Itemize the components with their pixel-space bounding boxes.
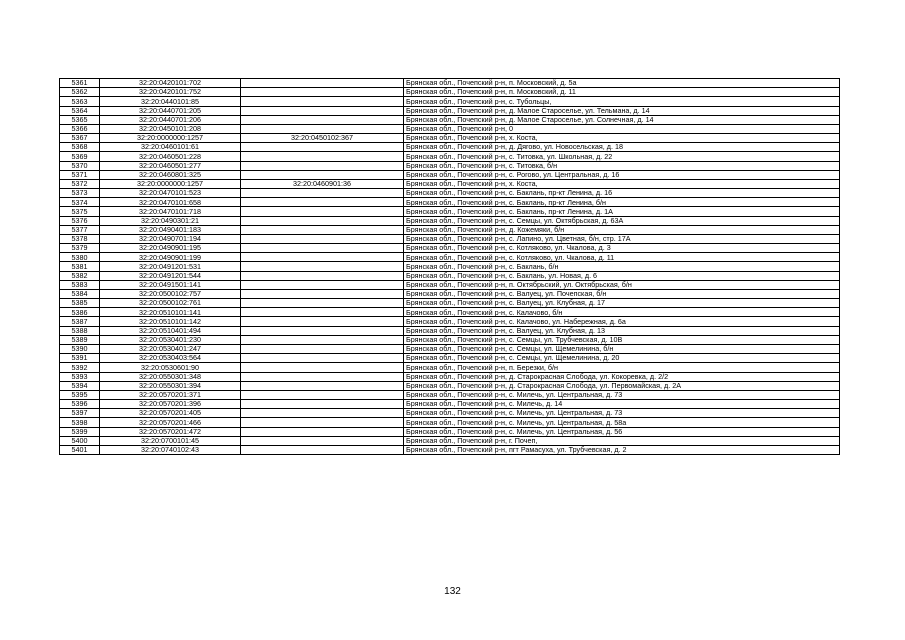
cadastral-number-cell: 32:20:0470101:718 [100, 207, 241, 216]
row-number-cell: 5368 [60, 143, 100, 152]
previous-number-cell [241, 400, 404, 409]
table-row [60, 418, 840, 427]
cadastral-number-cell: 32:20:0570201:371 [100, 390, 241, 399]
row-number-cell: 5375 [60, 207, 100, 216]
table-row [60, 262, 840, 271]
table-row [60, 445, 840, 454]
table-row [60, 409, 840, 418]
cadastral-number-cell: 32:20:0491201:544 [100, 271, 241, 280]
previous-number-cell [241, 198, 404, 207]
address-cell: Брянская обл., Почепский р-н, х. Коста, [404, 134, 840, 143]
table-row [60, 198, 840, 207]
cadastral-number-cell: 32:20:0470101:658 [100, 198, 241, 207]
row-number-cell: 5371 [60, 170, 100, 179]
previous-number-cell [241, 427, 404, 436]
previous-number-cell [241, 317, 404, 326]
previous-number-cell [241, 106, 404, 115]
cadastral-number-cell: 32:20:0510101:142 [100, 317, 241, 326]
table-row [60, 289, 840, 298]
row-number-cell: 5401 [60, 445, 100, 454]
table-row [60, 216, 840, 225]
cadastral-number-cell: 32:20:0530403:564 [100, 354, 241, 363]
cadastral-number-cell: 32:20:0490301:21 [100, 216, 241, 225]
row-number-cell: 5376 [60, 216, 100, 225]
cadastral-number-cell: 32:20:0570201:472 [100, 427, 241, 436]
cadastral-number-cell: 32:20:0570201:466 [100, 418, 241, 427]
table-row [60, 179, 840, 188]
row-number-cell: 5365 [60, 115, 100, 124]
previous-number-cell [241, 335, 404, 344]
table-row [60, 308, 840, 317]
previous-number-cell [241, 170, 404, 179]
cadastral-number-cell: 32:20:0570201:396 [100, 400, 241, 409]
previous-number-cell [241, 216, 404, 225]
row-number-cell: 5372 [60, 179, 100, 188]
address-cell: Брянская обл., Почепский р-н, с. Милечь, ул. Центральная, д. 73 [404, 390, 840, 399]
previous-number-cell [241, 289, 404, 298]
table-row [60, 344, 840, 353]
row-number-cell: 5361 [60, 79, 100, 88]
previous-number-cell [241, 271, 404, 280]
address-cell: Брянская обл., Почепский р-н, с. Калачово, ул. Набережная, д. 6а [404, 317, 840, 326]
row-number-cell: 5364 [60, 106, 100, 115]
cadastral-number-cell: 32:20:0700101:45 [100, 436, 241, 445]
previous-number-cell [241, 418, 404, 427]
table-row [60, 134, 840, 143]
previous-number-cell: 32:20:0460901:36 [241, 179, 404, 188]
address-cell: Брянская обл., Почепский р-н, с. Рогово, ул. Центральная, д. 16 [404, 170, 840, 179]
table-row [60, 161, 840, 170]
row-number-cell: 5367 [60, 134, 100, 143]
table-row [60, 152, 840, 161]
row-number-cell: 5381 [60, 262, 100, 271]
cadastral-number-cell: 32:20:0470101:523 [100, 189, 241, 198]
address-cell: Брянская обл., Почепский р-н, с. Семцы, ул. Щемелинина, б/н [404, 344, 840, 353]
previous-number-cell [241, 244, 404, 253]
cadastral-number-cell: 32:20:0550301:348 [100, 372, 241, 381]
previous-number-cell [241, 409, 404, 418]
previous-number-cell [241, 79, 404, 88]
table-row [60, 280, 840, 289]
row-number-cell: 5384 [60, 289, 100, 298]
table-row [60, 271, 840, 280]
previous-number-cell [241, 344, 404, 353]
cadastral-number-cell: 32:20:0530401:247 [100, 344, 241, 353]
table-row [60, 143, 840, 152]
previous-number-cell [241, 225, 404, 234]
previous-number-cell [241, 354, 404, 363]
cadastral-number-cell: 32:20:0491201:531 [100, 262, 241, 271]
previous-number-cell [241, 299, 404, 308]
previous-number-cell [241, 115, 404, 124]
cadastral-number-cell: 32:20:0510101:141 [100, 308, 241, 317]
row-number-cell: 5379 [60, 244, 100, 253]
table-row [60, 225, 840, 234]
table-row [60, 363, 840, 372]
address-cell: Брянская обл., Почепский р-н, г. Почеп, [404, 436, 840, 445]
registry-table [59, 78, 840, 455]
row-number-cell: 5390 [60, 344, 100, 353]
previous-number-cell [241, 372, 404, 381]
row-number-cell: 5378 [60, 234, 100, 243]
previous-number-cell [241, 234, 404, 243]
page-number: 132 [444, 586, 461, 597]
previous-number-cell [241, 124, 404, 133]
address-cell: Брянская обл., Почепский р-н, п. Березки, б/н [404, 363, 840, 372]
row-number-cell: 5387 [60, 317, 100, 326]
previous-number-cell [241, 381, 404, 390]
row-number-cell: 5377 [60, 225, 100, 234]
previous-number-cell [241, 390, 404, 399]
address-cell: Брянская обл., Почепский р-н, с. Милечь, д. 14 [404, 400, 840, 409]
address-cell: Брянская обл., Почепский р-н, д. Старокрасная Слобода, ул. Первомайская, д. 2А [404, 381, 840, 390]
previous-number-cell [241, 445, 404, 454]
row-number-cell: 5380 [60, 253, 100, 262]
previous-number-cell [241, 308, 404, 317]
previous-number-cell [241, 326, 404, 335]
address-cell: Брянская обл., Почепский р-н, с. Милечь, ул. Центральная, д. 73 [404, 409, 840, 418]
previous-number-cell [241, 363, 404, 372]
cadastral-number-cell: 32:20:0491501:141 [100, 280, 241, 289]
cadastral-number-cell: 32:20:0550301:394 [100, 381, 241, 390]
cadastral-number-cell: 32:20:0440701:206 [100, 115, 241, 124]
row-number-cell: 5382 [60, 271, 100, 280]
address-cell: Брянская обл., Почепский р-н, с. Тубольцы, [404, 97, 840, 106]
row-number-cell: 5393 [60, 372, 100, 381]
row-number-cell: 5385 [60, 299, 100, 308]
previous-number-cell [241, 97, 404, 106]
row-number-cell: 5391 [60, 354, 100, 363]
table-row [60, 234, 840, 243]
row-number-cell: 5386 [60, 308, 100, 317]
table-row [60, 427, 840, 436]
previous-number-cell [241, 152, 404, 161]
table-row [60, 436, 840, 445]
cadastral-number-cell: 32:20:0500102:761 [100, 299, 241, 308]
cadastral-number-cell: 32:20:0530601:90 [100, 363, 241, 372]
cadastral-number-cell: 32:20:0490901:199 [100, 253, 241, 262]
address-cell: Брянская обл., Почепский р-н, х. Коста, [404, 179, 840, 188]
address-cell: Брянская обл., Почепский р-н, с. Лапино, ул. Цветная, б/н, стр. 17А [404, 234, 840, 243]
address-cell: Брянская обл., Почепский р-н, с. Валуец, ул. Почепская, б/н [404, 289, 840, 298]
address-cell: Брянская обл., Почепский р-н, с. Калачово, б/н [404, 308, 840, 317]
cadastral-number-cell: 32:20:0530401:230 [100, 335, 241, 344]
cadastral-number-cell: 32:20:0500102:757 [100, 289, 241, 298]
address-cell: Брянская обл., Почепский р-н, с. Котляково, ул. Чкалова, д. 3 [404, 244, 840, 253]
table-row [60, 79, 840, 88]
table-row [60, 400, 840, 409]
table-row [60, 170, 840, 179]
address-cell: Брянская обл., Почепский р-н, с. Титовка, ул. Школьная, д. 22 [404, 152, 840, 161]
row-number-cell: 5366 [60, 124, 100, 133]
row-number-cell: 5398 [60, 418, 100, 427]
address-cell: Брянская обл., Почепский р-н, с. Титовка, б/н [404, 161, 840, 170]
address-cell: Брянская обл., Почепский р-н, пгт Рамасуха, ул. Трубчевская, д. 2 [404, 445, 840, 454]
table-row [60, 124, 840, 133]
row-number-cell: 5383 [60, 280, 100, 289]
table-row [60, 354, 840, 363]
address-cell: Брянская обл., Почепский р-н, с. Семцы, ул. Щемелинина, д. 20 [404, 354, 840, 363]
table-row [60, 390, 840, 399]
cadastral-number-cell: 32:20:0490701:194 [100, 234, 241, 243]
table-row [60, 244, 840, 253]
cadastral-number-cell: 32:20:0490901:195 [100, 244, 241, 253]
address-cell: Брянская обл., Почепский р-н, п. Октябрьский, ул. Октябрьская, б/н [404, 280, 840, 289]
cadastral-number-cell: 32:20:0460501:228 [100, 152, 241, 161]
table-row [60, 381, 840, 390]
row-number-cell: 5394 [60, 381, 100, 390]
cadastral-number-cell: 32:20:0000000:1257 [100, 179, 241, 188]
table-row [60, 189, 840, 198]
table-row [60, 106, 840, 115]
cadastral-number-cell: 32:20:0000000:1257 [100, 134, 241, 143]
previous-number-cell [241, 262, 404, 271]
row-number-cell: 5396 [60, 400, 100, 409]
address-cell: Брянская обл., Почепский р-н, с. Баклань, пр-кт Ленина, б/н [404, 198, 840, 207]
cadastral-number-cell: 32:20:0460501:277 [100, 161, 241, 170]
cadastral-number-cell: 32:20:0450101:208 [100, 124, 241, 133]
previous-number-cell [241, 189, 404, 198]
row-number-cell: 5374 [60, 198, 100, 207]
cadastral-number-cell: 32:20:0420101:702 [100, 79, 241, 88]
address-cell: Брянская обл., Почепский р-н, с. Котляково, ул. Чкалова, д. 11 [404, 253, 840, 262]
cadastral-number-cell: 32:20:0570201:405 [100, 409, 241, 418]
registry-table-body [60, 79, 840, 455]
row-number-cell: 5362 [60, 88, 100, 97]
address-cell: Брянская обл., Почепский р-н, д. Старокрасная Слобода, ул. Кокоревка, д. 2/2 [404, 372, 840, 381]
previous-number-cell [241, 436, 404, 445]
row-number-cell: 5400 [60, 436, 100, 445]
table-row [60, 115, 840, 124]
cadastral-number-cell: 32:20:0440701:205 [100, 106, 241, 115]
address-cell: Брянская обл., Почепский р-н, д. Малое Староселье, ул. Тельмана, д. 14 [404, 106, 840, 115]
cadastral-number-cell: 32:20:0740102:43 [100, 445, 241, 454]
row-number-cell: 5369 [60, 152, 100, 161]
address-cell: Брянская обл., Почепский р-н, с. Баклань, пр-кт Ленина, д. 16 [404, 189, 840, 198]
address-cell: Брянская обл., Почепский р-н, с. Баклань, пр-кт Ленина, д. 1А [404, 207, 840, 216]
row-number-cell: 5392 [60, 363, 100, 372]
table-row [60, 372, 840, 381]
address-cell: Брянская обл., Почепский р-н, с. Семцы, ул. Трубчевская, д. 10В [404, 335, 840, 344]
row-number-cell: 5397 [60, 409, 100, 418]
table-row [60, 253, 840, 262]
table-row [60, 299, 840, 308]
table-row [60, 335, 840, 344]
cadastral-number-cell: 32:20:0460101:61 [100, 143, 241, 152]
cadastral-number-cell: 32:20:0490401:183 [100, 225, 241, 234]
address-cell: Брянская обл., Почепский р-н, с. Баклань, ул. Новая, д. 6 [404, 271, 840, 280]
address-cell: Брянская обл., Почепский р-н, д. Малое Староселье, ул. Солнечная, д. 14 [404, 115, 840, 124]
address-cell: Брянская обл., Почепский р-н, д. Кожемяки, б/н [404, 225, 840, 234]
address-cell: Брянская обл., Почепский р-н, с. Валуец, ул. Клубная, д. 17 [404, 299, 840, 308]
address-cell: Брянская обл., Почепский р-н, п. Московский, д. 11 [404, 88, 840, 97]
row-number-cell: 5363 [60, 97, 100, 106]
row-number-cell: 5370 [60, 161, 100, 170]
cadastral-number-cell: 32:20:0460801:325 [100, 170, 241, 179]
table-row [60, 88, 840, 97]
previous-number-cell [241, 161, 404, 170]
row-number-cell: 5373 [60, 189, 100, 198]
address-cell: Брянская обл., Почепский р-н, с. Семцы, ул. Октябрьская, д. 63А [404, 216, 840, 225]
row-number-cell: 5399 [60, 427, 100, 436]
address-cell: Брянская обл., Почепский р-н, с. Валуец, ул. Клубная, д. 13 [404, 326, 840, 335]
cadastral-number-cell: 32:20:0440101:85 [100, 97, 241, 106]
row-number-cell: 5395 [60, 390, 100, 399]
table-row [60, 326, 840, 335]
row-number-cell: 5389 [60, 335, 100, 344]
cadastral-number-cell: 32:20:0510401:494 [100, 326, 241, 335]
table-row [60, 207, 840, 216]
table-row [60, 317, 840, 326]
address-cell: Брянская обл., Почепский р-н, с. Баклань, б/н [404, 262, 840, 271]
address-cell: Брянская обл., Почепский р-н, п. Московский, д. 5а [404, 79, 840, 88]
row-number-cell: 5388 [60, 326, 100, 335]
previous-number-cell [241, 207, 404, 216]
previous-number-cell [241, 253, 404, 262]
address-cell: Брянская обл., Почепский р-н, с. Милечь, ул. Центральная, д. 56 [404, 427, 840, 436]
previous-number-cell: 32:20:0450102:367 [241, 134, 404, 143]
table-row [60, 97, 840, 106]
previous-number-cell [241, 280, 404, 289]
cadastral-number-cell: 32:20:0420101:752 [100, 88, 241, 97]
address-cell: Брянская обл., Почепский р-н, д. Дягово, ул. Новосельская, д. 18 [404, 143, 840, 152]
previous-number-cell [241, 88, 404, 97]
address-cell: Брянская обл., Почепский р-н, с. Милечь, ул. Центральная, д. 58а [404, 418, 840, 427]
address-cell: Брянская обл., Почепский р-н, 0 [404, 124, 840, 133]
previous-number-cell [241, 143, 404, 152]
